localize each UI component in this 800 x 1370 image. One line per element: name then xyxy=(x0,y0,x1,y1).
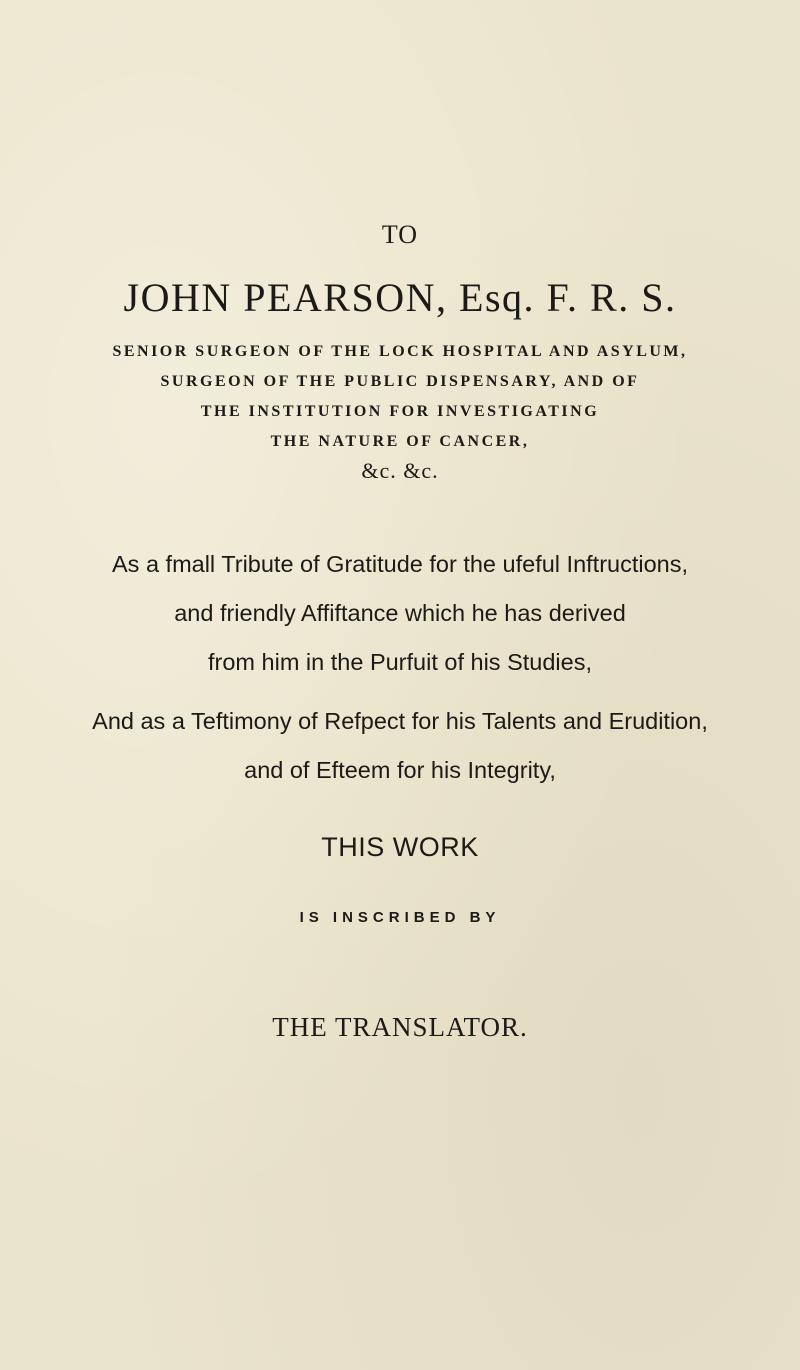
dedication-body-line: and friendly Affiftance which he has derived xyxy=(174,600,626,626)
dedication-body-line: And as a Teftimony of Refpect for his Talents and Erudition, xyxy=(92,708,708,734)
dedication-body-line: from him in the Purfuit of his Studies, xyxy=(208,649,592,675)
dedication-body-line: As a fmall Tribute of Gratitude for the ufeful Inftructions, xyxy=(111,551,689,577)
dedicatee-name: JOHN PEARSON, Esq. F. R. S. xyxy=(123,275,677,320)
this-work-heading: THIS WORK xyxy=(321,832,479,862)
translator-signature: THE TRANSLATOR. xyxy=(272,1012,528,1042)
dedication-body-line: and of Efteem for his Integrity, xyxy=(244,757,556,783)
dedicatee-title-line: THE INSTITUTION FOR INVESTIGATING xyxy=(200,403,600,420)
dedicatee-title-line: THE NATURE OF CANCER, xyxy=(270,433,530,450)
dedication-to: TO xyxy=(381,220,419,249)
inscribed-by-line: IS INSCRIBED BY xyxy=(299,909,501,926)
dedicatee-title-etc: &c. &c. xyxy=(361,458,439,483)
dedicatee-title-line: SURGEON OF THE PUBLIC DISPENSARY, AND OF xyxy=(160,373,640,390)
dedicatee-title-line: SENIOR SURGEON OF THE LOCK HOSPITAL AND ASYLUM, xyxy=(112,343,688,360)
